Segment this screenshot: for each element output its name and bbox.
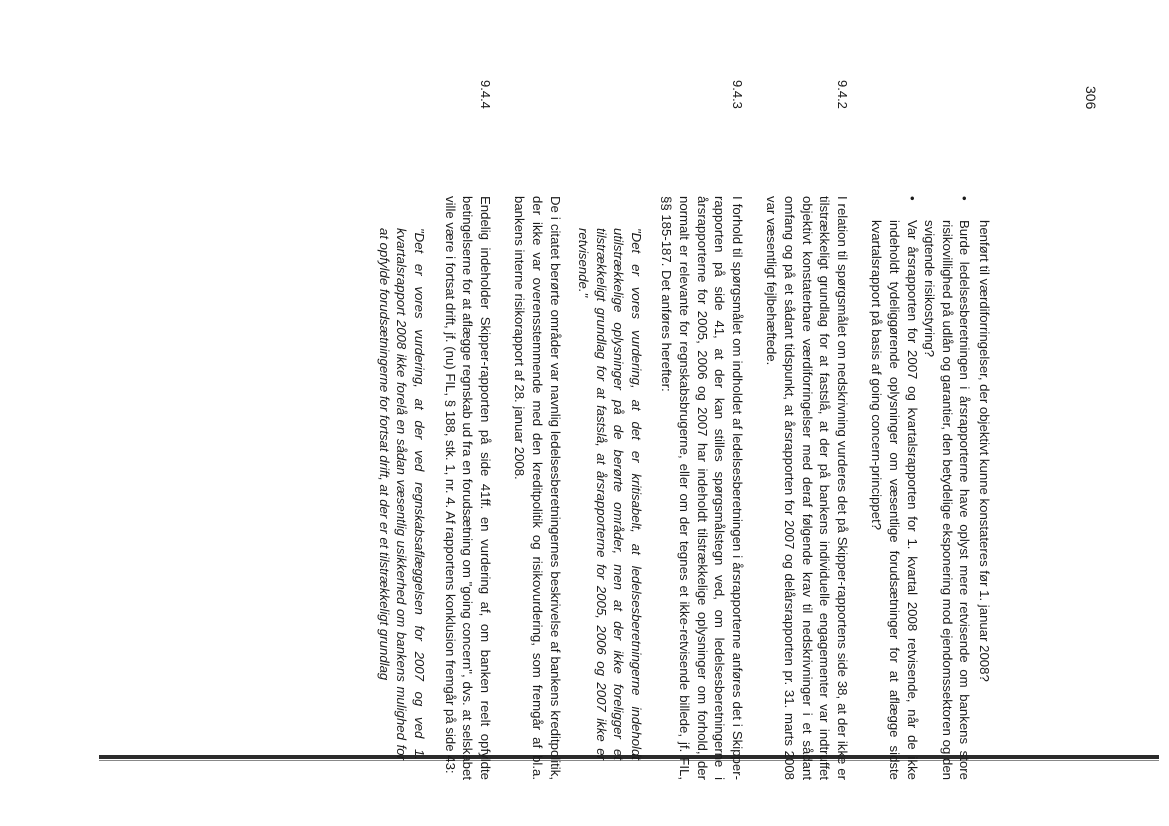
section-text: Endelig indeholder Skipper-rapporten på side 41ff. en vurdering af, om banken reelt opfyldte betingelserne for at aflægge regnskab ud fra en forudsætning om "going concern", dvs. at selskabet ville være i fortsat drift, jf. (nu) FIL, § 188, stk. 1, nr. 4. Af rapportens konklusion fremgår på side 43: (442, 196, 493, 780)
section-number: 9.4.2 (834, 80, 850, 109)
section-number: 9.4.3 (729, 80, 745, 109)
section-number: 9.4.4 (477, 80, 493, 109)
bullet-text: Burde ledelsesberetningen i årsrapporterne have oplyst mere retvisende om bankens store risikovillighed på udlån og garantier, den betydelige eksponering mod ejendomssektoren og den svigtende risikostyring? (922, 220, 973, 780)
quote-block: "Det er vores vurdering, at der ved regnskabsaflæggelsen for 2007 og ved 1. kvartalsrapport 2008 ikke forelå en sådan væsentlig usikkerhed om bankens mulighed for at opfylde forudsætningerne for fortsat drift, at der er et tilstrækkeligt grundlag (376, 228, 427, 760)
intro-line: henført til værdiforringelser, der objektivt kunne konstateres før 1. januar 2008? (977, 220, 992, 682)
section-9-4-3 (511, 80, 746, 780)
section-9-4-4 (375, 80, 494, 780)
section-text: I forhold til spørgsmålet om indholdet af ledelsesberetningen i årsrapporterne anføres det i Skipper-rapporten på side 41, at der kan stilles spørgsmålstegn ved, om ledelsesberetningerne i årsrapporterne for 2005, 2006 og 2007 har indeholdt tilstrækkelige oplysninger om forhold, der normalt er relevante for regnskabsbrugerne, eller om der tegnes et ikke-retvisende billede, jf. FIL, §§ 185-187. Det anføres herefter: (659, 196, 745, 780)
page-number: 306 (1083, 86, 1099, 110)
section-9-4-2 (763, 80, 851, 780)
bullet-item (921, 196, 974, 780)
bullet-text: Var årsrapporten for 2007 og kvartalsrapporten for 1. kvartal 2008 retvisende, når de ikke indeholdt tydeliggørende oplysninger om væsentlige forudsætninger for at aflægge sidste kvartalsrapport på basis af going concern-princippet? (869, 220, 920, 780)
page-body (375, 80, 993, 780)
bullet-dot: • (904, 196, 920, 201)
section-follow-text: De i citatet berørte områder var navnlig ledelsesberetningernes beskrivelse af bankens kreditpolitik, der ikke var overensstemmende med den kreditpolitik og risikovurdering, som fremgår af bl.a. bankens interne risikorapport af 28. januar 2008. (512, 196, 563, 780)
quote-block: "Det er vores vurdering, at det er kritisabelt, at ledelsesberetningerne indeholdt utilstrækkelige oplysninger på de berørte områder, men at der ikke foreligger et tilstrækkeligt grundlag for at fastslå, at årsrapporterne for 2005, 2006 og 2007 ikke er retvisende." (576, 228, 644, 760)
bullet-dot: • (957, 196, 973, 201)
section-text: I relation til spørgsmålet om nedskrivning vurderes det på Skipper-rapportens side 38, at der ikke er tilstrækkeligt grundlag for at fastslå, at der på bankens individuelle engagementer var indtruffet objektivt konstaterbare værdiforringelser med deraf følgende krav til nedskrivninger i et sådant omfang og på et sådant tidspunkt, at årsrapporten for 2007 og delårsrapporten pr. 31. marts 2008 var væsentligt fejlbehæftede. (764, 196, 850, 780)
bullet-item (868, 196, 921, 780)
